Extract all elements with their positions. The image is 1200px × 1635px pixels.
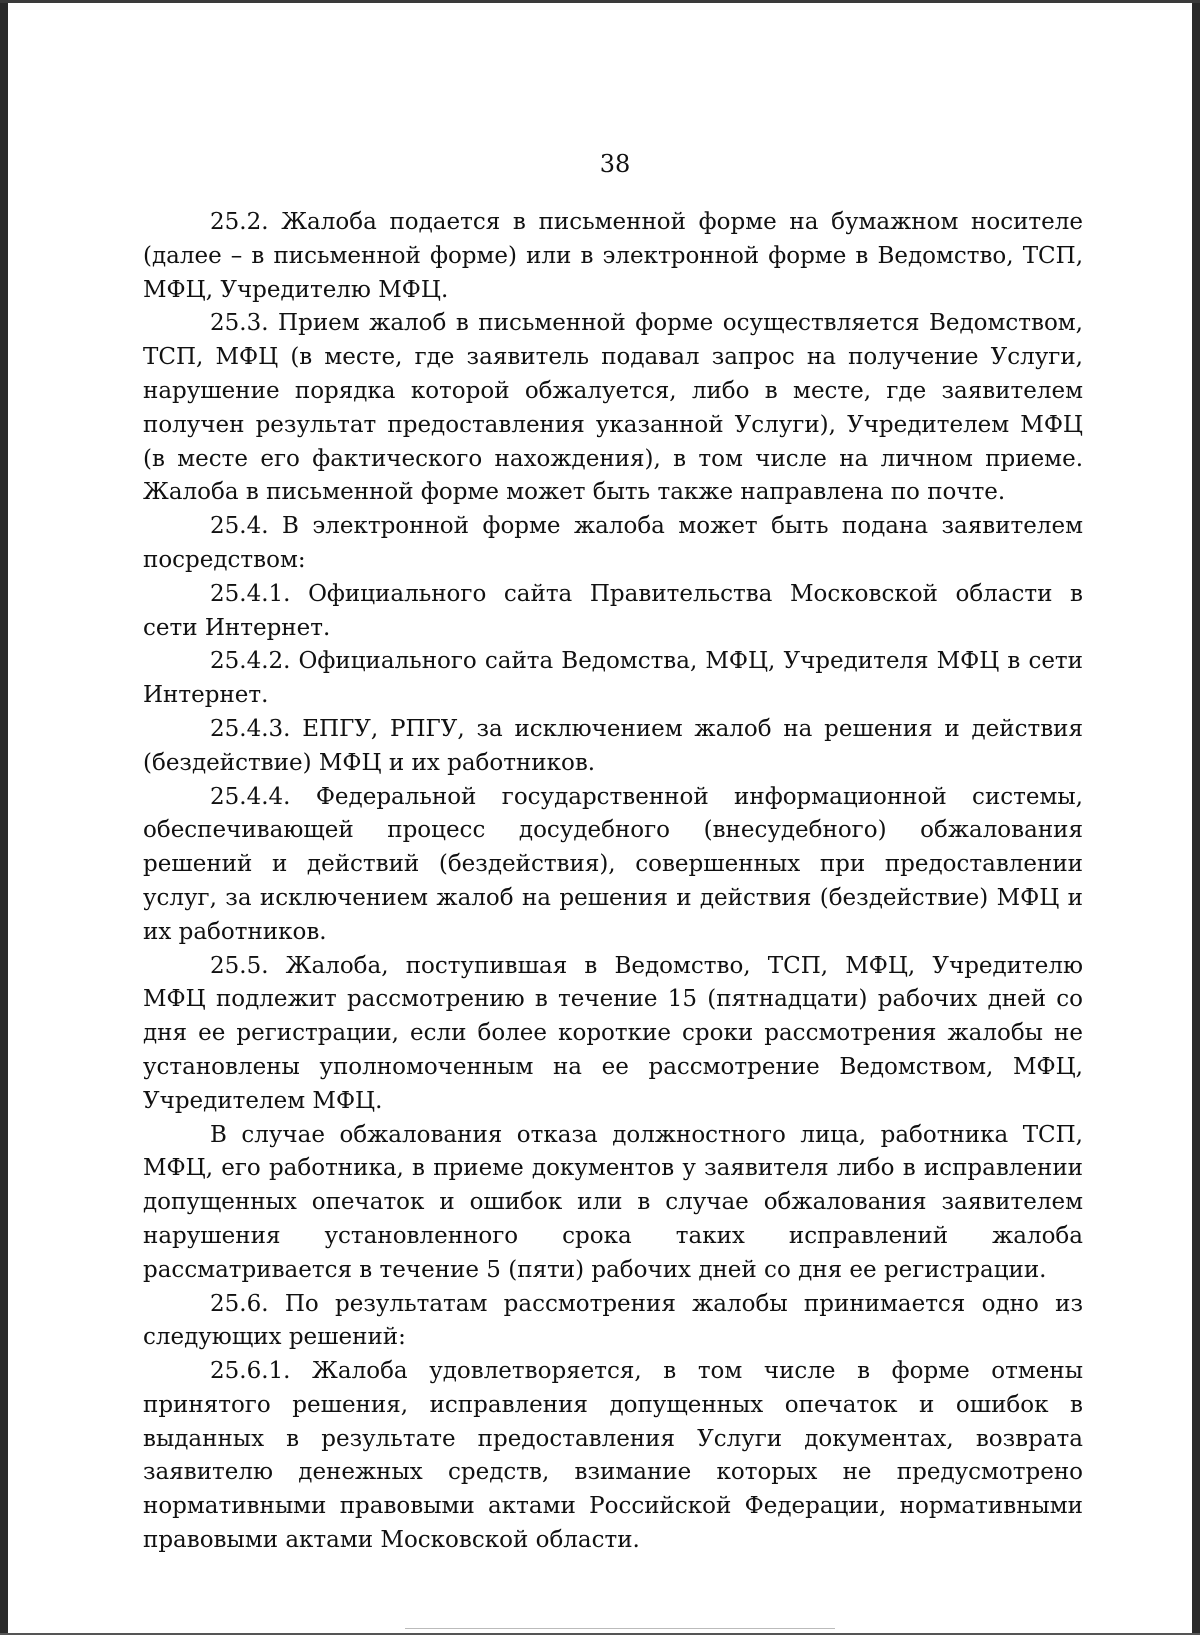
document-body [143, 206, 1083, 1558]
scan-artifact-line [405, 1628, 835, 1629]
paragraph-25-3: 25.3. Прием жалоб в письменной форме осуществляется Ведомством, ТСП, МФЦ (в месте, где заявитель подавал запрос на получение Услуги, нарушение порядка которой обжалуется, либо в месте, где заявителем получен результат предоставления указанной Услуги), Учредителем МФЦ (в месте его фактического нахождения), в том числе на личном приеме. Жалоба в письменной форме может быть также направлена по почте. [143, 310, 1083, 506]
paragraph-25-4-3: 25.4.3. ЕПГУ, РПГУ, за исключением жалоб на решения и действия (бездействие) МФЦ и их работников. [143, 715, 1083, 776]
paragraph-25-4-4: 25.4.4. Федеральной государственной информационной системы, обеспечивающей процесс досудебного (внесудебного) обжалования решений и действий (бездействия), совершенных при предоставлении услуг, за исключением жалоб на решения и действия (бездействие) МФЦ и их работников. [143, 783, 1083, 945]
paragraph-25-6-1: 25.6.1. Жалоба удовлетворяется, в том числе в форме отмены принятого решения, исправления допущенных опечаток и ошибок в выданных в результате предоставления Услуги документах, возврата заявителю денежных средств, взимание которых не предусмотрено нормативными правовыми актами Российской Федерации, нормативными правовыми актами Московской области. [143, 1358, 1083, 1554]
paragraph-25-2: 25.2. Жалоба подается в письменной форме на бумажном носителе (далее – в письменной форме) или в электронной форме в Ведомство, ТСП, МФЦ, Учредителю МФЦ. [143, 209, 1083, 303]
scan-edge-top [0, 0, 1200, 3]
paragraph-25-4: 25.4. В электронной форме жалоба может быть подана заявителем посредством: [143, 513, 1083, 573]
paragraph-25-4-2: 25.4.2. Официального сайта Ведомства, МФЦ, Учредителя МФЦ в сети Интернет. [143, 648, 1083, 709]
paragraph-25-6: 25.6. По результатам рассмотрения жалобы принимается одно из следующих решений: [143, 1290, 1083, 1351]
paragraph-25-5-continuation: В случае обжалования отказа должностного лица, работника ТСП, МФЦ, его работника, в приеме документов у заявителя либо в исправлении допущенных опечаток и ошибок или в случае обжалования заявителем нарушения установленного срока таких исправлений жалоба рассматривается в течение 5 (пяти) рабочих дней со дня ее регистрации. [143, 1121, 1083, 1283]
page-number: 38 [599, 150, 631, 178]
scan-edge-right [1192, 0, 1200, 1635]
paragraph-25-4-1: 25.4.1. Официального сайта Правительства Московской области в сети Интернет. [143, 580, 1083, 641]
paragraph-25-5: 25.5. Жалоба, поступившая в Ведомство, ТСП, МФЦ, Учредителю МФЦ подлежит рассмотрению в течение 15 (пятнадцати) рабочих дней со дня ее регистрации, если более короткие сроки рассмотрения жалобы не установлены уполномоченным на ее рассмотрение Ведомством, МФЦ, Учредителем МФЦ. [143, 952, 1083, 1114]
scan-edge-left [0, 0, 8, 1635]
